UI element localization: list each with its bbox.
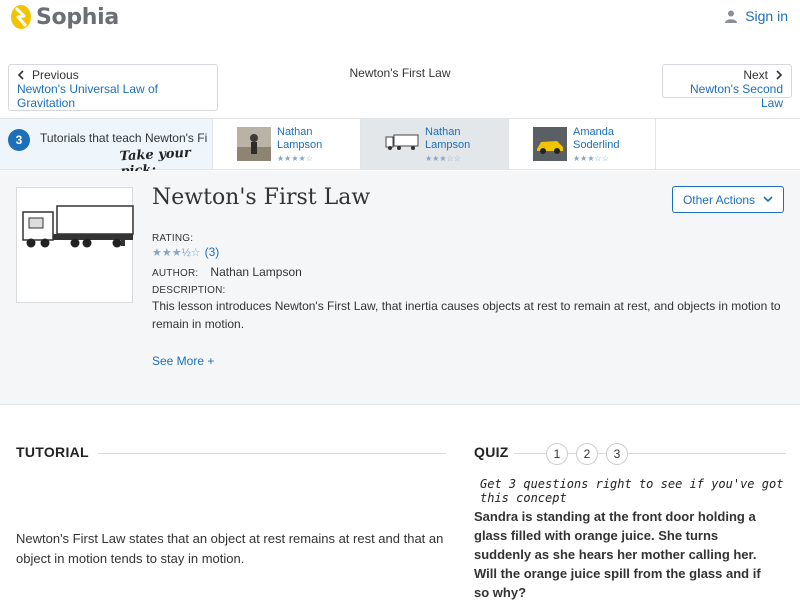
description-label: DESCRIPTION:: [152, 285, 226, 296]
lesson-thumbnail: [16, 187, 133, 303]
car-photo: [533, 127, 567, 161]
author-name: Nathan Lampson: [210, 265, 302, 279]
lesson-nav: [0, 58, 800, 116]
rating-count[interactable]: (3): [204, 245, 220, 259]
quiz-question-1[interactable]: 1: [546, 443, 568, 465]
previous-lesson-button[interactable]: [8, 64, 218, 111]
previous-lesson-link[interactable]: Newton's Universal Law of Gravitation: [17, 82, 159, 110]
tutorial-author: Nathan Lampson: [277, 126, 323, 151]
lesson-rating: [152, 245, 219, 259]
next-lesson-link[interactable]: Newton's Second Law: [689, 82, 783, 110]
truck-icon: [385, 127, 419, 161]
chevron-right-icon: [776, 70, 783, 80]
lesson-title: Newton's First Law: [152, 185, 371, 210]
tutorial-body-text: Newton's First Law states that an object at rest remains at rest and that an object in motion tends to stay in motion.: [16, 531, 444, 566]
chevron-left-icon: [17, 70, 24, 80]
sign-in-label: Sign in: [745, 8, 788, 24]
tutorials-intro: [0, 119, 212, 169]
quiz-heading: QUIZ: [474, 444, 509, 460]
tutorial-count-badge: 3: [8, 129, 30, 151]
rating-label: RATING:: [152, 233, 194, 244]
truck-icon: [17, 188, 134, 304]
chevron-down-icon: [763, 196, 773, 203]
sign-in-link[interactable]: [725, 8, 788, 24]
other-actions-label: Other Actions: [682, 192, 756, 207]
lesson-description: This lesson introduces Newton's First Law, that inertia causes objects at rest to remain at rest, and objects in motion to remain in motion.: [152, 299, 781, 331]
quiz-question-2[interactable]: 2: [576, 443, 598, 465]
tutorial-rating-stars: ★★★★☆: [277, 154, 313, 163]
previous-label: Previous: [32, 68, 79, 82]
author-photo: [237, 127, 271, 161]
lesson-panel: [0, 171, 800, 405]
top-header: [0, 0, 800, 36]
tutorial-option-selected[interactable]: [360, 119, 508, 169]
tutorial-rating-stars: ★★★☆☆: [573, 154, 609, 163]
sophia-logo-icon: [10, 4, 32, 30]
see-more-link[interactable]: See More +: [152, 354, 215, 368]
tutorials-strip: [0, 118, 800, 170]
quiz-question-text: Sandra is standing at the front door holding a glass filled with orange juice. She turns suddenly as she hears her mother calling her. Will the orange juice spill from the glass and if so why?: [474, 509, 761, 600]
quiz-prompt: Get 3 questions right to see if you've got this concept: [480, 477, 784, 505]
tutorial-rating-stars: ★★★☆☆: [425, 154, 461, 163]
tutorial-heading: TUTORIAL: [16, 444, 89, 460]
brand-name: Sophia: [36, 4, 119, 30]
take-your-pick-label: Take your: [119, 145, 192, 165]
next-lesson-button[interactable]: [662, 64, 792, 110]
tutorial-option[interactable]: [508, 119, 656, 169]
lesson-author: [152, 265, 302, 279]
tutorial-author: Amanda Soderlind: [573, 126, 620, 151]
tutorial-divider: [98, 453, 446, 454]
tutorial-option[interactable]: [212, 119, 360, 169]
current-lesson-title: Newton's First Law: [349, 66, 451, 80]
tutorials-label: Tutorials that teach Newton's Fi: [40, 131, 208, 145]
user-icon: [725, 10, 737, 23]
author-label: AUTHOR:: [152, 268, 199, 279]
sophia-logo[interactable]: [10, 4, 119, 30]
tutorial-author: Nathan Lampson: [425, 126, 471, 151]
next-label: Next: [743, 68, 768, 82]
rating-stars[interactable]: ★★★½☆: [152, 246, 201, 259]
quiz-question-3[interactable]: 3: [606, 443, 628, 465]
other-actions-dropdown[interactable]: [672, 186, 784, 213]
